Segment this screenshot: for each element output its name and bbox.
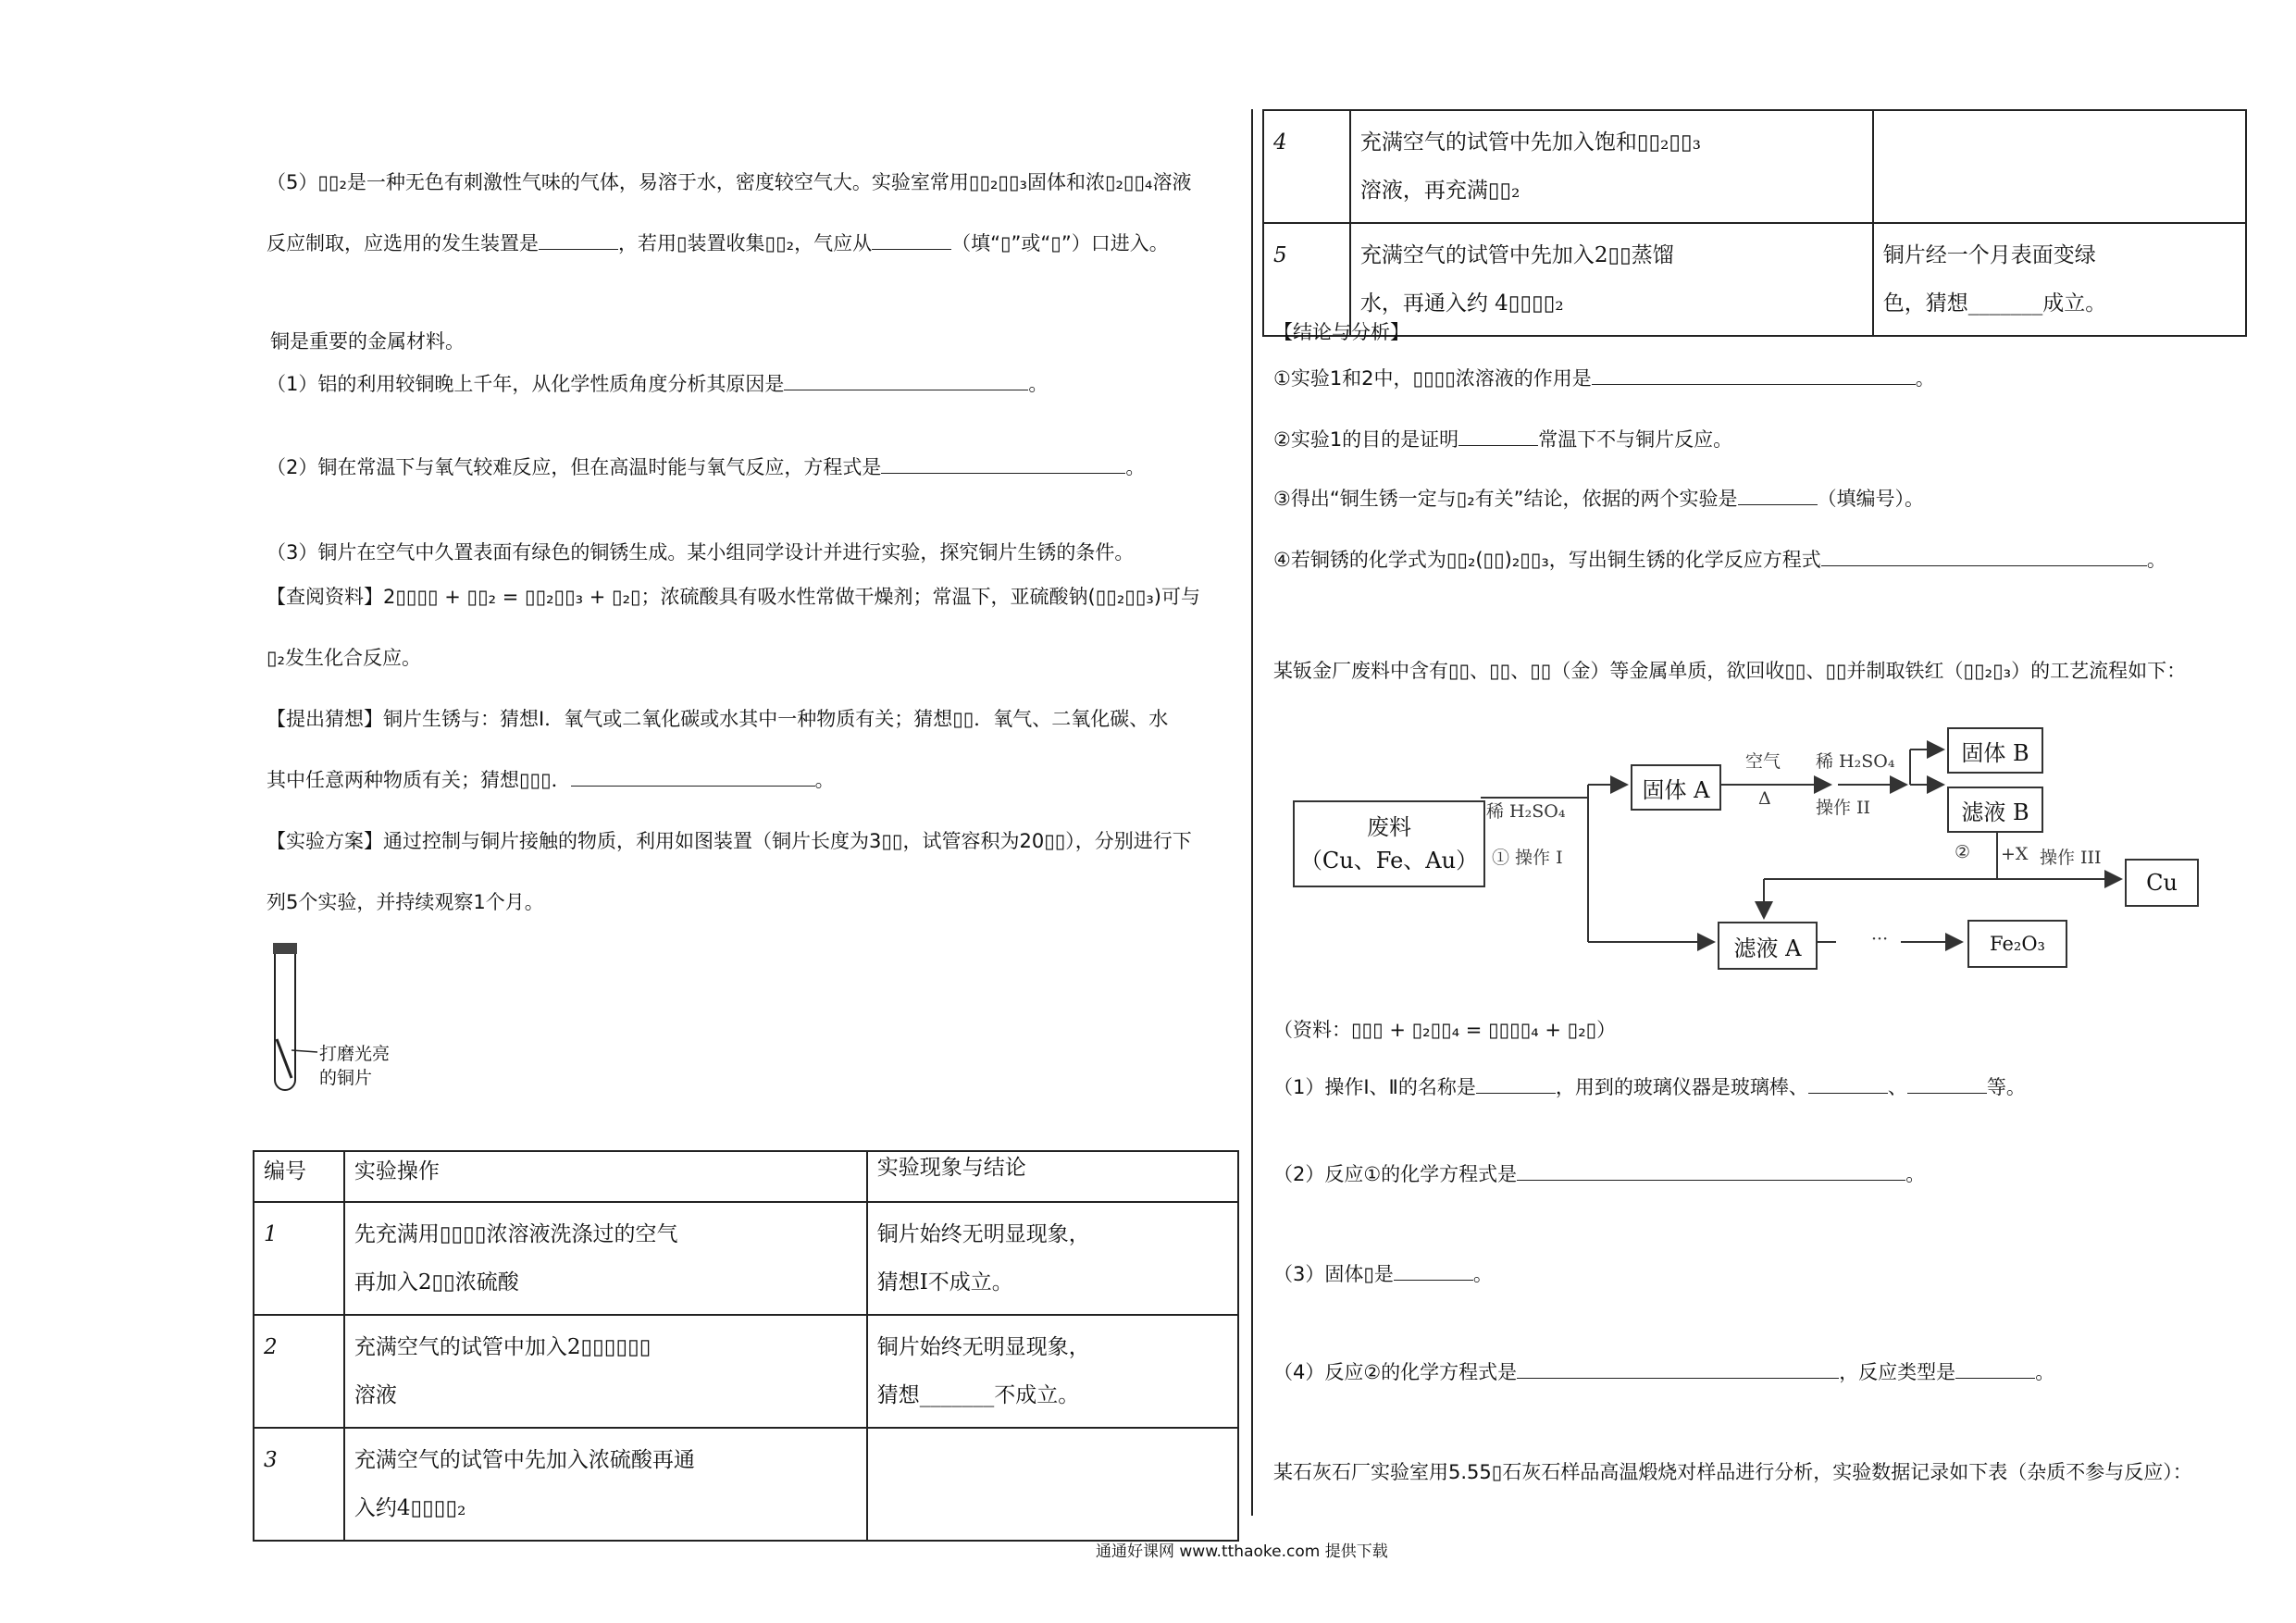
row-result[interactable] <box>867 1428 1238 1541</box>
factory-q2 <box>1273 1160 1925 1188</box>
experiment-table-left <box>253 1150 1239 1542</box>
q5-text-a: 反应制取，应选用的发生装置是 <box>267 232 539 254</box>
answer-blank[interactable] <box>1821 547 2147 566</box>
operation-line: 充满空气的试管中先加入2▯▯蒸馏 <box>1359 243 1674 267</box>
row-num: 2 <box>254 1315 344 1428</box>
answer-blank[interactable] <box>1476 1074 1556 1094</box>
answer-blank[interactable] <box>1907 1074 1987 1094</box>
data-note: （资料：▯▯▯ + ▯₂▯▯₄ = ▯▯▯▯₄ + ▯₂▯） <box>1273 1019 1617 1041</box>
copper-strip <box>277 1039 292 1078</box>
answer-blank[interactable] <box>784 371 1028 390</box>
tube-label-2: 的铜片 <box>319 1068 373 1088</box>
factory-q1-text-b: ，用到的玻璃仪器是玻璃棒、 <box>1555 1076 1808 1098</box>
result-line: 铜片始终无明显现象， <box>876 1222 1090 1246</box>
result-line: 色，猜想_______成立。 <box>1882 291 2107 316</box>
factory-q1-text-c: 、 <box>1887 1076 1907 1098</box>
limestone-question: 某石灰石厂实验室用5.55▯石灰石样品高温煅烧对样品进行分析，实验数据记录如下表（杂质不参与反应）： <box>1273 1461 2192 1483</box>
plan-line2: 列5个实验，并持续观察1个月。 <box>267 891 544 913</box>
conclusion-q4-text: ④若铜锈的化学式为▯▯₂(▯▯)₂▯▯₃，写出铜生锈的化学反应方程式 <box>1273 549 1821 571</box>
q5-line2 <box>267 229 1169 257</box>
factory-q3 <box>1273 1260 1493 1288</box>
factory-q4-text: （4）反应②的化学方程式是 <box>1273 1361 1518 1383</box>
operation-line: 充满空气的试管中先加入浓硫酸再通 <box>354 1448 695 1472</box>
operation-line: 水，再通入约 4▯▯▯▯₂ <box>1359 291 1564 316</box>
row-operation <box>344 1315 867 1428</box>
solid-a-box: 固体 A <box>1631 764 1721 811</box>
waste-box <box>1293 800 1485 887</box>
row-operation <box>1350 110 1873 223</box>
copper-q2 <box>267 453 1145 481</box>
conclusion-q3-end: （填编号）。 <box>1817 488 1925 510</box>
answer-blank[interactable] <box>872 230 951 250</box>
plus-x-label: +X <box>2001 844 2029 864</box>
tube-label-1: 打磨光亮 <box>319 1044 391 1064</box>
table-row <box>254 1428 1238 1541</box>
result-line: 铜片经一个月表面变绿 <box>1882 243 2096 267</box>
guess-text: 其中任意两种物质有关；猜想▯▯▯． <box>267 769 571 791</box>
row-num: 1 <box>254 1202 344 1315</box>
conclusion-q1-end: 。 <box>1915 367 1935 390</box>
table-header-row <box>254 1151 1238 1202</box>
acid-label-2: 稀 H₂SO₄ <box>1816 751 1895 772</box>
factory-q3-text: （3）固体▯是 <box>1273 1263 1394 1285</box>
air-label: 空气 <box>1745 751 1781 772</box>
table-row <box>254 1315 1238 1428</box>
factory-q3-end: 。 <box>1472 1263 1493 1285</box>
row-result <box>867 1202 1238 1315</box>
guess-line1: 【提出猜想】铜片生锈与：猜想Ⅰ．氧气或二氧化碳或水其中一种物质有关；猜想▯▯．氧气、二氧化碳、水 <box>267 708 1169 730</box>
experiment-table-right <box>1262 109 2247 337</box>
operation-line: 充满空气的试管中加入2▯▯▯▯▯▯ <box>354 1335 652 1359</box>
header-operation: 实验操作 <box>344 1151 867 1202</box>
conclusion-q2-end: 常温下不与铜片反应。 <box>1538 428 1733 451</box>
filtrate-b-box: 滤液 B <box>1947 787 2043 833</box>
factory-q4 <box>1273 1358 2054 1386</box>
factory-q2-text: （2）反应①的化学方程式是 <box>1273 1163 1518 1185</box>
factory-q4-text-b: ，反应类型是 <box>1839 1361 1956 1383</box>
copper-intro: 铜是重要的金属材料。 <box>270 330 465 353</box>
conclusion-q2-text: ②实验1的目的是证明 <box>1273 428 1459 451</box>
row-num: 3 <box>254 1428 344 1541</box>
copper-q2-text: （2）铜在常温下与氧气较难反应，但在高温时能与氧气反应，方程式是 <box>267 456 882 478</box>
factory-q1 <box>1273 1073 2026 1101</box>
acid-label-1: 稀 H₂SO₄ <box>1486 801 1566 822</box>
factory-intro: 某钣金厂废料中含有▯▯、▯▯、▯▯（金）等金属单质，欲回收▯▯、▯▯并制取铁红（▯▯₂▯₃）的工艺流程如下： <box>1273 660 2187 682</box>
factory-q1-text: （1）操作Ⅰ、Ⅱ的名称是 <box>1273 1076 1476 1098</box>
tube-stopper <box>273 943 297 954</box>
solid-b-box: 固体 B <box>1947 727 2043 774</box>
operation-line: 先充满用▯▯▯▯浓溶液洗涤过的空气 <box>354 1222 678 1246</box>
answer-blank[interactable] <box>1592 365 1916 385</box>
conclusion-q1-text: ①实验1和2中，▯▯▯▯浓溶液的作用是 <box>1273 367 1592 390</box>
operation-line: 入约4▯▯▯▯₂ <box>354 1496 466 1520</box>
plan-line1: 【实验方案】通过控制与铜片接触的物质，利用如图装置（铜片长度为3▯▯，试管容积为20▯▯），分别进行下 <box>267 830 1192 852</box>
guess-end: 。 <box>814 769 835 791</box>
factory-q4-end: 。 <box>2035 1361 2055 1383</box>
header-result: 实验现象与结论 <box>867 1151 1238 1202</box>
ellipsis-label: ··· <box>1871 929 1889 949</box>
filtrate-a-box: 滤液 A <box>1718 922 1818 970</box>
answer-blank[interactable] <box>539 230 618 250</box>
reference-line1: 【查阅资料】2▯▯▯▯ + ▯▯₂ = ▯▯₂▯▯₃ + ▯₂▯；浓硫酸具有吸水性常做干燥剂；常温下，亚硫酸钠(▯▯₂▯▯₃)可与 <box>267 586 1200 608</box>
answer-blank[interactable] <box>1738 486 1818 505</box>
copper-q1-end: 。 <box>1028 373 1049 395</box>
row-num: 5 <box>1263 223 1350 336</box>
table-row <box>1263 223 2246 336</box>
answer-blank[interactable] <box>881 454 1125 474</box>
conclusion-q3-text: ③得出“铜生锈一定与▯₂有关”结论，依据的两个实验是 <box>1273 488 1738 510</box>
operation-line: 再加入2▯▯浓硫酸 <box>354 1270 519 1295</box>
factory-q2-end: 。 <box>1905 1163 1926 1185</box>
answer-blank[interactable] <box>1517 1359 1839 1379</box>
result-line: 铜片始终无明显现象， <box>876 1335 1090 1359</box>
q5-text-b: ，若用▯装置收集▯▯₂，气应从 <box>618 232 873 254</box>
table-row <box>254 1202 1238 1315</box>
row-operation <box>344 1202 867 1315</box>
conclusion-q2 <box>1273 426 1732 453</box>
copper-q3: （3）铜片在空气中久置表面有绿色的铜锈生成。某小组同学设计并进行实验，探究铜片生锈的条件。 <box>267 541 1135 564</box>
answer-blank[interactable] <box>1458 427 1538 446</box>
reference-line2: ▯₂发生化合反应。 <box>267 647 421 669</box>
guess-line2 <box>267 766 835 794</box>
result-line: 猜想Ⅰ不成立。 <box>876 1270 1013 1295</box>
column-divider <box>1251 109 1253 1516</box>
row-num: 4 <box>1263 110 1350 223</box>
header-num: 编号 <box>254 1151 344 1202</box>
copper-q1 <box>267 370 1048 398</box>
waste-composition: （Cu、Fe、Au） <box>1299 848 1479 873</box>
reaction-2-label: ② <box>1955 842 1971 862</box>
row-result[interactable] <box>1873 110 2246 223</box>
answer-blank[interactable] <box>1955 1359 2035 1379</box>
q5-text-c: （填“▯”或“▯”）口进入。 <box>951 232 1169 254</box>
answer-blank[interactable] <box>1517 1161 1905 1181</box>
answer-blank[interactable] <box>1394 1261 1473 1281</box>
cu-box: Cu <box>2125 859 2199 907</box>
copper-q1-text: （1）铝的利用较铜晚上千年，从化学性质角度分析其原因是 <box>267 373 785 395</box>
operation-1-label: ① 操作 I <box>1492 848 1563 868</box>
result-line: 猜想_______不成立。 <box>876 1383 1080 1407</box>
operation-3-label: 操作 III <box>2040 848 2102 868</box>
answer-blank[interactable] <box>1808 1074 1888 1094</box>
table-row <box>1263 110 2246 223</box>
factory-q1-end: 等。 <box>1986 1076 2026 1098</box>
tube-glass <box>275 954 295 1090</box>
row-result <box>867 1315 1238 1428</box>
waste-label: 废料 <box>1367 814 1411 840</box>
fe2o3-box: Fe₂O₃ <box>1967 920 2067 968</box>
heat-label: Δ <box>1758 788 1771 809</box>
operation-line: 充满空气的试管中先加入饱和▯▯₂▯▯₃ <box>1359 130 1701 155</box>
conclusion-q4-end: 。 <box>2146 549 2166 571</box>
operation-line: 溶液，再充满▯▯₂ <box>1359 179 1520 203</box>
page-footer: 通通好课网 www.tthaoke.com 提供下载 <box>1096 1542 1388 1561</box>
row-operation <box>1350 223 1873 336</box>
answer-blank[interactable] <box>571 767 815 787</box>
conclusion-q4 <box>1273 546 2166 574</box>
copper-q2-end: 。 <box>1125 456 1146 478</box>
row-operation <box>344 1428 867 1541</box>
conclusion-q3 <box>1273 485 1924 513</box>
conclusion-title: 【结论与分析】 <box>1273 321 1409 343</box>
q5-line1: （5）▯▯₂是一种无色有刺激性气味的气体，易溶于水，密度较空气大。实验室常用▯▯₂▯▯₃固体和浓▯₂▯▯₄溶液 <box>267 171 1192 193</box>
operation-line: 溶液 <box>354 1383 397 1407</box>
row-result <box>1873 223 2246 336</box>
conclusion-q1 <box>1273 365 1935 392</box>
operation-2-label: 操作 II <box>1816 798 1871 818</box>
